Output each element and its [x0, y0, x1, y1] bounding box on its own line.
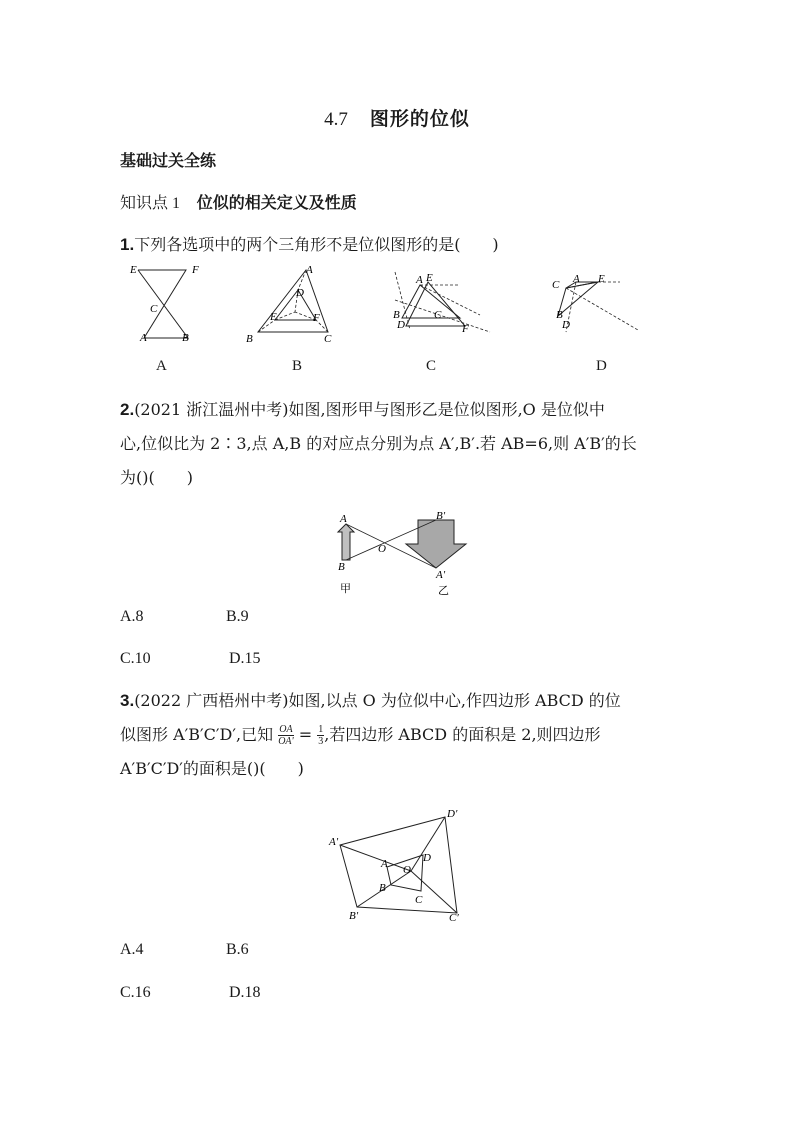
shape-jia: [338, 524, 354, 560]
figure-d: [558, 282, 598, 316]
svg-text:C: C: [552, 279, 560, 291]
svg-text:O: O: [403, 864, 411, 876]
svg-text:A: A: [573, 273, 580, 285]
section-heading: 基础过关全练: [120, 151, 217, 170]
svg-text:B: B: [379, 882, 386, 894]
question-text-line-1: (2021 浙江温州中考)如图,图形甲与图形乙是位似图形,O 是位似中: [134, 400, 605, 419]
svg-text:C: C: [150, 303, 158, 315]
svg-text:B: B: [556, 309, 563, 321]
svg-text:B′: B′: [436, 510, 446, 522]
svg-text:A′: A′: [436, 569, 446, 581]
svg-text:D: D: [562, 319, 570, 331]
svg-text:C: C: [415, 894, 423, 906]
question-text: 下列各选项中的两个三角形不是位似图形的是( ): [134, 235, 499, 254]
svg-text:E: E: [426, 272, 433, 284]
q2-figure: [320, 510, 480, 600]
question-text-line-2: 心,位似比为 2∶3,点 A,B 的对应点分别为点 A′,B′.若 AB=6,则 A′B′的长: [120, 434, 637, 453]
svg-text:F: F: [313, 312, 320, 324]
svg-text:A: A: [381, 858, 388, 870]
figure-a: [138, 270, 188, 338]
question-number: 3.: [120, 691, 135, 710]
svg-text:A: A: [416, 274, 423, 286]
question-text-line-2-pre: 似图形 A′B′C′D′,已知: [120, 725, 274, 744]
label-yi: 乙: [438, 584, 449, 597]
question-1: [120, 228, 680, 262]
svg-text:E: E: [130, 264, 137, 276]
option-a: A.4: [120, 941, 144, 958]
q3-figure: [325, 805, 465, 925]
svg-text:F: F: [192, 264, 199, 276]
svg-text:B′: B′: [349, 910, 359, 922]
knowledge-point-label: 知识点 1: [120, 195, 181, 212]
svg-text:B: B: [338, 561, 345, 573]
question-text-line-2-post: ,若四边形 ABCD 的面积是 2,则四边形: [324, 725, 601, 744]
question-number: 1.: [120, 235, 135, 254]
option-b: B.9: [226, 608, 249, 625]
section-title: 图形的位似: [369, 108, 470, 130]
question-text-line-1: (2022 广西梧州中考)如图,以点 O 为位似中心,作四边形 ABCD 的位: [134, 691, 621, 710]
question-text-line-3: A′B′C′D′的面积是()( ): [120, 759, 304, 778]
svg-text:B: B: [182, 332, 189, 344]
shape-yi: [406, 520, 466, 568]
question-3: [120, 684, 680, 786]
svg-text:A: A: [340, 513, 347, 525]
question-2: [120, 393, 680, 495]
svg-text:C: C: [324, 333, 332, 345]
question-text-line-3: 为()( ): [120, 468, 193, 487]
quad-abcd-prime: [340, 817, 457, 913]
option-a: A.8: [120, 608, 144, 625]
svg-text:A: A: [140, 332, 147, 344]
svg-text:D: D: [397, 319, 405, 331]
knowledge-point-text: 位似的相关定义及性质: [196, 193, 357, 212]
fraction-one-third: $\frac{1}{3}$: [318, 724, 324, 747]
svg-text:B: B: [246, 333, 253, 345]
svg-text:A: A: [306, 264, 313, 276]
figure-label-a: A: [156, 358, 167, 374]
svg-text:D: D: [296, 287, 304, 299]
option-d: D.15: [229, 650, 261, 667]
svg-text:C′: C′: [449, 912, 459, 924]
svg-text:O: O: [378, 543, 386, 555]
equals-sign: =: [298, 725, 313, 744]
svg-text:C: C: [434, 309, 442, 321]
fraction-oa: $\frac{OA}{OA'}$: [278, 724, 294, 747]
option-c: C.16: [120, 984, 151, 1001]
q1-figures: [120, 260, 680, 355]
svg-text:D′: D′: [447, 808, 458, 820]
question-number: 2.: [120, 400, 135, 419]
svg-text:E: E: [598, 273, 605, 285]
figure-label-d: D: [596, 358, 607, 374]
section-number: 4.7: [324, 109, 348, 130]
svg-text:A′: A′: [329, 836, 339, 848]
knowledge-point-heading: [120, 190, 357, 213]
option-b: B.6: [226, 941, 249, 958]
option-c: C.10: [120, 650, 151, 667]
svg-text:B: B: [393, 309, 400, 321]
svg-text:D: D: [423, 852, 431, 864]
label-jia: 甲: [340, 582, 351, 595]
figure-label-c: C: [426, 358, 437, 374]
figure-label-b: B: [292, 358, 303, 374]
svg-text:E: E: [270, 311, 277, 323]
svg-text:F: F: [462, 323, 469, 335]
page-title: [0, 104, 794, 131]
option-d: D.18: [229, 984, 261, 1001]
